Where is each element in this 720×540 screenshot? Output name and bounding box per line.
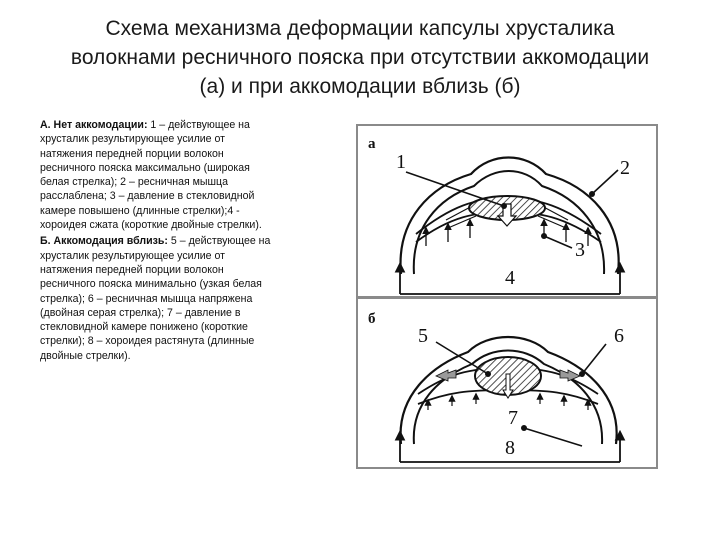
panel-a (357, 125, 657, 297)
panel-b-leader-5-dot (485, 371, 491, 377)
panel-a-leader-1-dot (501, 203, 507, 209)
panel-a-leader-2-dot (589, 191, 595, 197)
panel-a-leader-3-dot (541, 233, 547, 239)
panel-b (357, 298, 657, 468)
panel-b-label-8: 8 (505, 437, 515, 459)
panel-b-label-7: 7 (508, 407, 518, 429)
panel-b-leader-8-dot (521, 425, 527, 431)
description-b-body: 5 – действующее на хрусталик результирующее усилие от натяжения передней порции волокон ресничного пояска минимально (узкая белая стрелка); 6 – ресничная мышца напряжена (двойная серая стрелка); 7 – давление в стекловидной камере понижено (короткие стрелки); 8 – хороидея растянута (длинные двойные стрелки). (40, 235, 271, 362)
panel-b-label-5: 5 (418, 325, 428, 347)
title-line-3: (а) и при аккомодации вблизь (б) (199, 75, 521, 98)
panel-a-label-3: 3 (575, 239, 585, 261)
panel-a-label-4: 4 (505, 267, 515, 289)
description-a (40, 118, 272, 232)
description-text (40, 118, 272, 365)
title-line-1: Схема механизма деформации капсулы хрусталика (105, 17, 615, 40)
panel-a-label-2: 2 (620, 157, 630, 179)
description-b (40, 234, 272, 363)
description-b-heading: Б. Аккомодация вблизь: (40, 235, 168, 248)
description-a-heading: А. Нет аккомодации: (40, 119, 148, 131)
title-line-2: волокнами ресничного пояска при отсутствии аккомодации (70, 46, 650, 69)
description-a-body: 1 – действующее на хрусталик результирующее усилие от натяжения передней порции волокон ресничного пояска максимально (широкая белая стрелка); 2 – ресничная мышца расслаблена; 3 – давление в стекловидной камере повышено (длинные стрелки);4 - хороидея сжата (короткие двойные стрелки). (40, 119, 262, 232)
panel-a-letter: а (368, 136, 376, 152)
panel-b-leader-6-dot (579, 371, 585, 377)
panel-b-label-6: 6 (614, 325, 624, 347)
slide-title (20, 14, 700, 101)
panel-a-label-1: 1 (396, 151, 406, 173)
eye-diagram-figure (356, 124, 658, 470)
panel-b-letter: б (368, 311, 376, 327)
